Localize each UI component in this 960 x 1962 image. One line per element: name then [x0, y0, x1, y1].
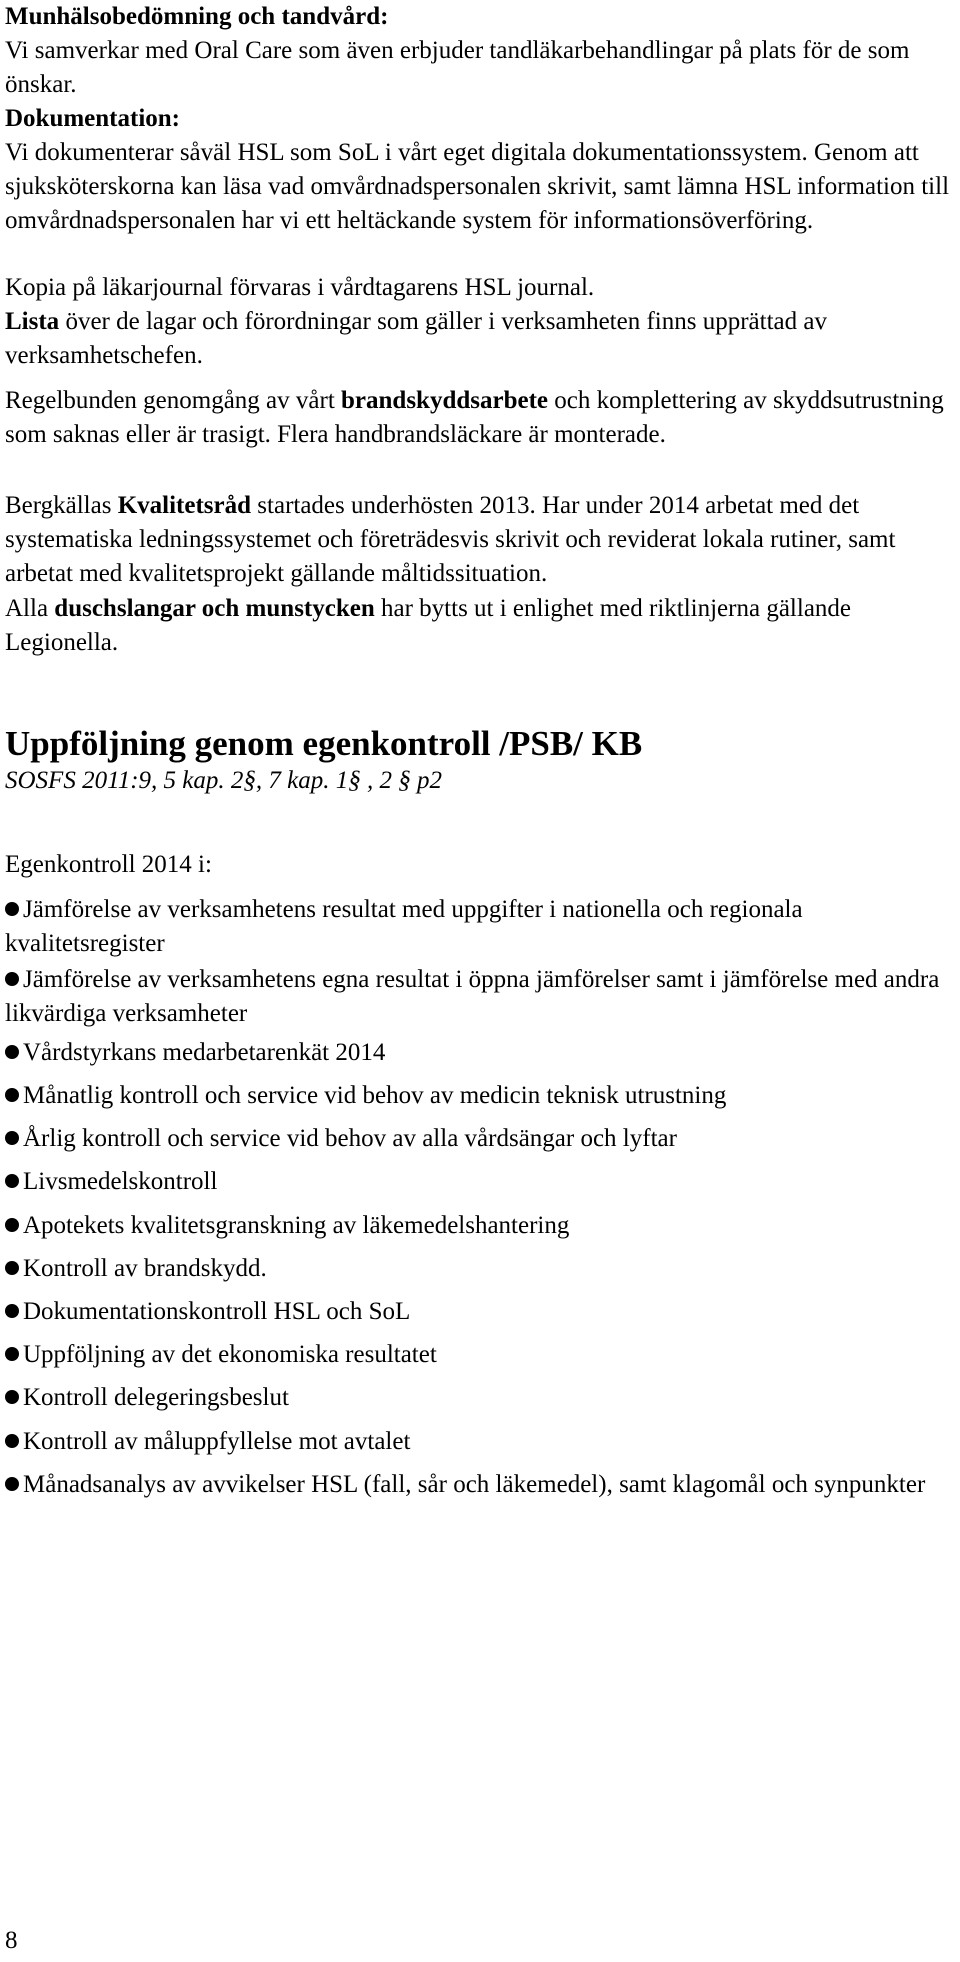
brand-paragraph	[5, 384, 955, 452]
dusch-paragraph	[5, 592, 955, 660]
kvalitet-bold: Kvalitetsråd	[117, 492, 252, 519]
egenkontroll-item	[5, 963, 950, 1031]
brand-post: och komplettering av skyddsutrustning som saknas eller är trasigt. Flera handbrandsläckare är monterade.	[5, 387, 944, 448]
egenkontroll-item-text: Kontroll delegeringsbeslut	[23, 1384, 289, 1411]
sosfs-reference: SOSFS 2011:9, 5 kap. 2§, 7 kap. 1§ , 2 § p2	[5, 767, 442, 794]
egenkontroll-item	[5, 1209, 950, 1243]
bullet-icon	[5, 1174, 19, 1188]
bullet-icon	[5, 1088, 19, 1102]
egenkontroll-intro: Egenkontroll 2014 i:	[5, 851, 212, 878]
egenkontroll-item	[5, 1165, 950, 1199]
egenkontroll-item-text: Jämförelse av verksamhetens egna resultat i öppna jämförelser samt i jämförelse med andra likvärdiga verksamheter	[5, 966, 940, 1027]
bullet-icon	[5, 972, 19, 986]
bullet-icon	[5, 1304, 19, 1318]
bullet-icon	[5, 1477, 19, 1491]
munhalsa-section	[5, 0, 955, 102]
kopia-paragraph: Kopia på läkarjournal förvaras i vårdtagarens HSL journal.	[5, 274, 595, 301]
egenkontroll-item-text: Apotekets kvalitetsgranskning av läkemedelshantering	[23, 1212, 570, 1239]
munhalsa-title: Munhälsobedömning och tandvård:	[5, 3, 389, 30]
brand-bold: brandskyddsarbete	[341, 387, 549, 414]
egenkontroll-item	[5, 1036, 950, 1070]
egenkontroll-item	[5, 893, 950, 961]
brand-pre: Regelbunden genomgång av vårt	[5, 387, 342, 414]
egenkontroll-item	[5, 1425, 950, 1459]
egenkontroll-item-text: Dokumentationskontroll HSL och SoL	[23, 1298, 411, 1325]
egenkontroll-item-text: Livsmedelskontroll	[23, 1168, 218, 1195]
munhalsa-body: Vi samverkar med Oral Care som även erbjuder tandläkarbehandlingar på plats för de som önskar.	[5, 37, 910, 98]
bullet-icon	[5, 1347, 19, 1361]
dusch-post: har bytts ut i enlighet med riktlinjerna gällande Legionella.	[5, 595, 852, 656]
egenkontroll-item-text: Jämförelse av verksamhetens resultat med uppgifter i nationella och regionala kvalitetsregister	[5, 896, 803, 957]
bullet-icon	[5, 1045, 19, 1059]
egenkontroll-item-text: Vårdstyrkans medarbetarenkät 2014	[23, 1039, 386, 1066]
egenkontroll-item	[5, 1338, 950, 1372]
dokumentation-section	[5, 102, 955, 238]
bullet-icon	[5, 1218, 19, 1232]
lista-paragraph	[5, 305, 955, 373]
page-number: 8	[5, 1927, 18, 1954]
kvalitet-pre: Bergkällas	[5, 492, 118, 519]
egenkontroll-item	[5, 1468, 950, 1502]
egenkontroll-item	[5, 1381, 950, 1415]
section-heading: Uppföljning genom egenkontroll /PSB/ KB	[5, 724, 643, 763]
egenkontroll-item-text: Årlig kontroll och service vid behov av alla vårdsängar och lyftar	[23, 1125, 677, 1152]
egenkontroll-item	[5, 1295, 950, 1329]
egenkontroll-item-text: Kontroll av brandskydd.	[23, 1255, 267, 1282]
bullet-icon	[5, 902, 19, 916]
egenkontroll-item	[5, 1122, 950, 1156]
egenkontroll-item-text: Kontroll av måluppfyllelse mot avtalet	[23, 1428, 411, 1455]
bullet-icon	[5, 1261, 19, 1275]
bullet-icon	[5, 1434, 19, 1448]
dusch-pre: Alla	[5, 595, 55, 622]
dokumentation-body: Vi dokumenterar såväl HSL som SoL i vårt eget digitala dokumentationssystem. Genom att sjuksköterskorna kan läsa vad omvårdnadspersonalen skrivit, samt lämna HSL information till omvårdnadspersonalen har vi ett heltäckande system för informationsöverföring.	[5, 139, 950, 234]
egenkontroll-item	[5, 1252, 950, 1286]
kvalitet-post: startades underhösten 2013. Har under 2014 arbetat med det systematiska ledningssystemet och företrädesvis skrivit och reviderat lokala rutiner, samt arbetat med kvalitetsprojekt gällande måltidssituation.	[5, 492, 896, 587]
dokumentation-title: Dokumentation:	[5, 105, 181, 132]
dusch-bold: duschslangar och munstycken	[54, 595, 375, 622]
egenkontroll-item	[5, 1079, 950, 1113]
egenkontroll-item-text: Uppföljning av det ekonomiska resultatet	[23, 1341, 437, 1368]
bullet-icon	[5, 1131, 19, 1145]
lista-rest: över de lagar och förordningar som gäller i verksamheten finns upprättad av verksamhetschefen.	[5, 308, 827, 369]
egenkontroll-item-text: Månatlig kontroll och service vid behov av medicin teknisk utrustning	[23, 1082, 727, 1109]
lista-bold: Lista	[5, 308, 60, 335]
kvalitet-paragraph	[5, 489, 955, 591]
bullet-icon	[5, 1390, 19, 1404]
egenkontroll-item-text: Månadsanalys av avvikelser HSL (fall, sår och läkemedel), samt klagomål och synpunkter	[23, 1471, 926, 1498]
